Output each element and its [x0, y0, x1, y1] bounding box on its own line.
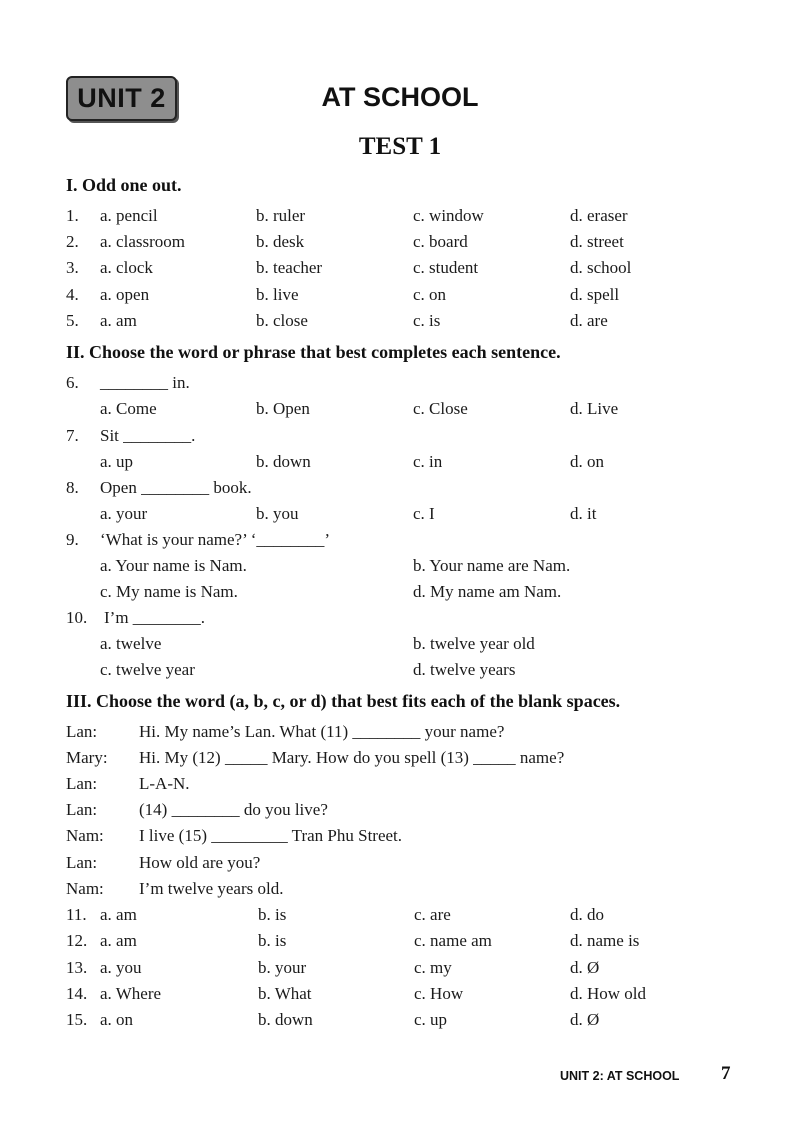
option-d: d. street [570, 232, 624, 251]
unit-badge-label: UNIT 2 [77, 83, 166, 113]
option-b: b. down [256, 452, 311, 471]
dialogue-line: (14) ________ do you live? [139, 800, 328, 819]
option-c: c. Close [413, 399, 468, 418]
option-c: c. up [414, 1010, 448, 1029]
option-b: b. What [258, 984, 312, 1003]
option-a: a. open [100, 285, 150, 304]
dialogue-line: L-A-N. [139, 774, 190, 793]
option-b: b. teacher [256, 258, 323, 277]
option-c: c. on [413, 285, 447, 304]
option-d: d. are [570, 311, 608, 330]
dialogue-line: How old are you? [139, 853, 261, 872]
dialogue-speaker: Lan: [66, 853, 98, 872]
option-a: a. clock [100, 258, 153, 277]
option-a: a. am [100, 905, 137, 924]
dialogue-speaker: Lan: [66, 722, 98, 741]
option-a: a. on [100, 1010, 134, 1029]
option-a: a. up [100, 452, 134, 471]
option-b: b. twelve year old [413, 634, 535, 653]
option-b: b. desk [256, 232, 305, 251]
option-a: a. Your name is Nam. [100, 556, 247, 575]
option-d: d. My name am Nam. [413, 582, 562, 601]
dialogue-speaker: Nam: [66, 879, 104, 898]
option-b: b. down [258, 1010, 313, 1029]
question-number: 6. [66, 373, 79, 392]
question-number: 12. [66, 931, 88, 950]
option-c: c. My name is Nam. [100, 582, 238, 601]
option-c: c. in [413, 452, 443, 471]
option-c: c. How [414, 984, 464, 1003]
option-b: b. your [258, 958, 307, 977]
question-stem: ________ in. [100, 373, 190, 392]
dialogue-line: I live (15) _________ Tran Phu Street. [139, 826, 403, 845]
dialogue-line: Hi. My name’s Lan. What (11) ________ your name? [139, 722, 505, 741]
option-b: b. live [256, 285, 299, 304]
option-a: a. am [100, 311, 137, 330]
dialogue-speaker: Nam: [66, 826, 104, 845]
section-3-title: III. Choose the word (a, b, c, or d) that best fits each of the blank spaces. [66, 691, 621, 711]
unit-title: AT SCHOOL [321, 82, 479, 112]
question-number: 10. [66, 608, 88, 627]
question-number: 3. [66, 258, 79, 277]
option-d: d. Ø [570, 958, 600, 977]
option-b: b. you [256, 504, 299, 523]
option-c: c. name am [414, 931, 492, 950]
footer-label: UNIT 2: AT SCHOOL [560, 1069, 680, 1083]
question-number: 13. [66, 958, 88, 977]
option-c: c. window [413, 206, 484, 225]
dialogue-speaker: Lan: [66, 800, 98, 819]
option-a: a. twelve [100, 634, 162, 653]
option-a: a. am [100, 931, 137, 950]
section-2-title: II. Choose the word or phrase that best completes each sentence. [66, 342, 561, 362]
option-c: c. are [414, 905, 451, 924]
option-c: c. is [413, 311, 441, 330]
test-title: TEST 1 [358, 133, 442, 160]
question-number: 8. [66, 478, 79, 497]
option-b: b. Open [256, 399, 310, 418]
option-b: b. is [258, 905, 287, 924]
option-b: b. is [258, 931, 287, 950]
question-stem: Open ________ book. [100, 478, 252, 497]
option-d: d. spell [570, 285, 620, 304]
question-number: 14. [66, 984, 88, 1003]
option-d: d. eraser [570, 206, 628, 225]
option-b: b. Your name are Nam. [413, 556, 571, 575]
option-c: c. student [413, 258, 479, 277]
question-number: 15. [66, 1010, 88, 1029]
dialogue-speaker: Mary: [66, 748, 108, 767]
option-a: a. classroom [100, 232, 185, 251]
question-number: 11. [66, 905, 87, 924]
option-b: b. close [256, 311, 308, 330]
question-number: 9. [66, 530, 79, 549]
option-d: d. Ø [570, 1010, 600, 1029]
option-a: a. Come [100, 399, 157, 418]
option-c: c. I [413, 504, 435, 523]
question-number: 5. [66, 311, 79, 330]
option-d: d. it [570, 504, 597, 523]
option-a: a. you [100, 958, 142, 977]
question-number: 2. [66, 232, 79, 251]
question-number: 1. [66, 206, 79, 225]
dialogue-line: I’m twelve years old. [139, 879, 284, 898]
question-stem: I’m ________. [104, 608, 206, 627]
section-1-title: I. Odd one out. [66, 175, 182, 195]
option-d: d. school [570, 258, 632, 277]
option-d: d. name is [570, 931, 640, 950]
option-c: c. twelve year [100, 660, 195, 679]
option-a: a. your [100, 504, 148, 523]
option-d: d. twelve years [413, 660, 516, 679]
option-d: d. How old [570, 984, 647, 1003]
question-number: 4. [66, 285, 79, 304]
option-d: d. do [570, 905, 604, 924]
dialogue-line: Hi. My (12) _____ Mary. How do you spell (13) _____ name? [139, 748, 565, 767]
option-c: c. my [414, 958, 452, 977]
question-stem: Sit ________. [100, 426, 196, 445]
page-number: 7 [721, 1063, 731, 1084]
question-stem: ‘What is your name?’ ‘________’ [100, 530, 331, 549]
option-a: a. Where [100, 984, 162, 1003]
option-b: b. ruler [256, 206, 306, 225]
dialogue-speaker: Lan: [66, 774, 98, 793]
question-number: 7. [66, 426, 79, 445]
option-a: a. pencil [100, 206, 158, 225]
option-d: d. on [570, 452, 604, 471]
option-d: d. Live [570, 399, 619, 418]
option-c: c. board [413, 232, 468, 251]
